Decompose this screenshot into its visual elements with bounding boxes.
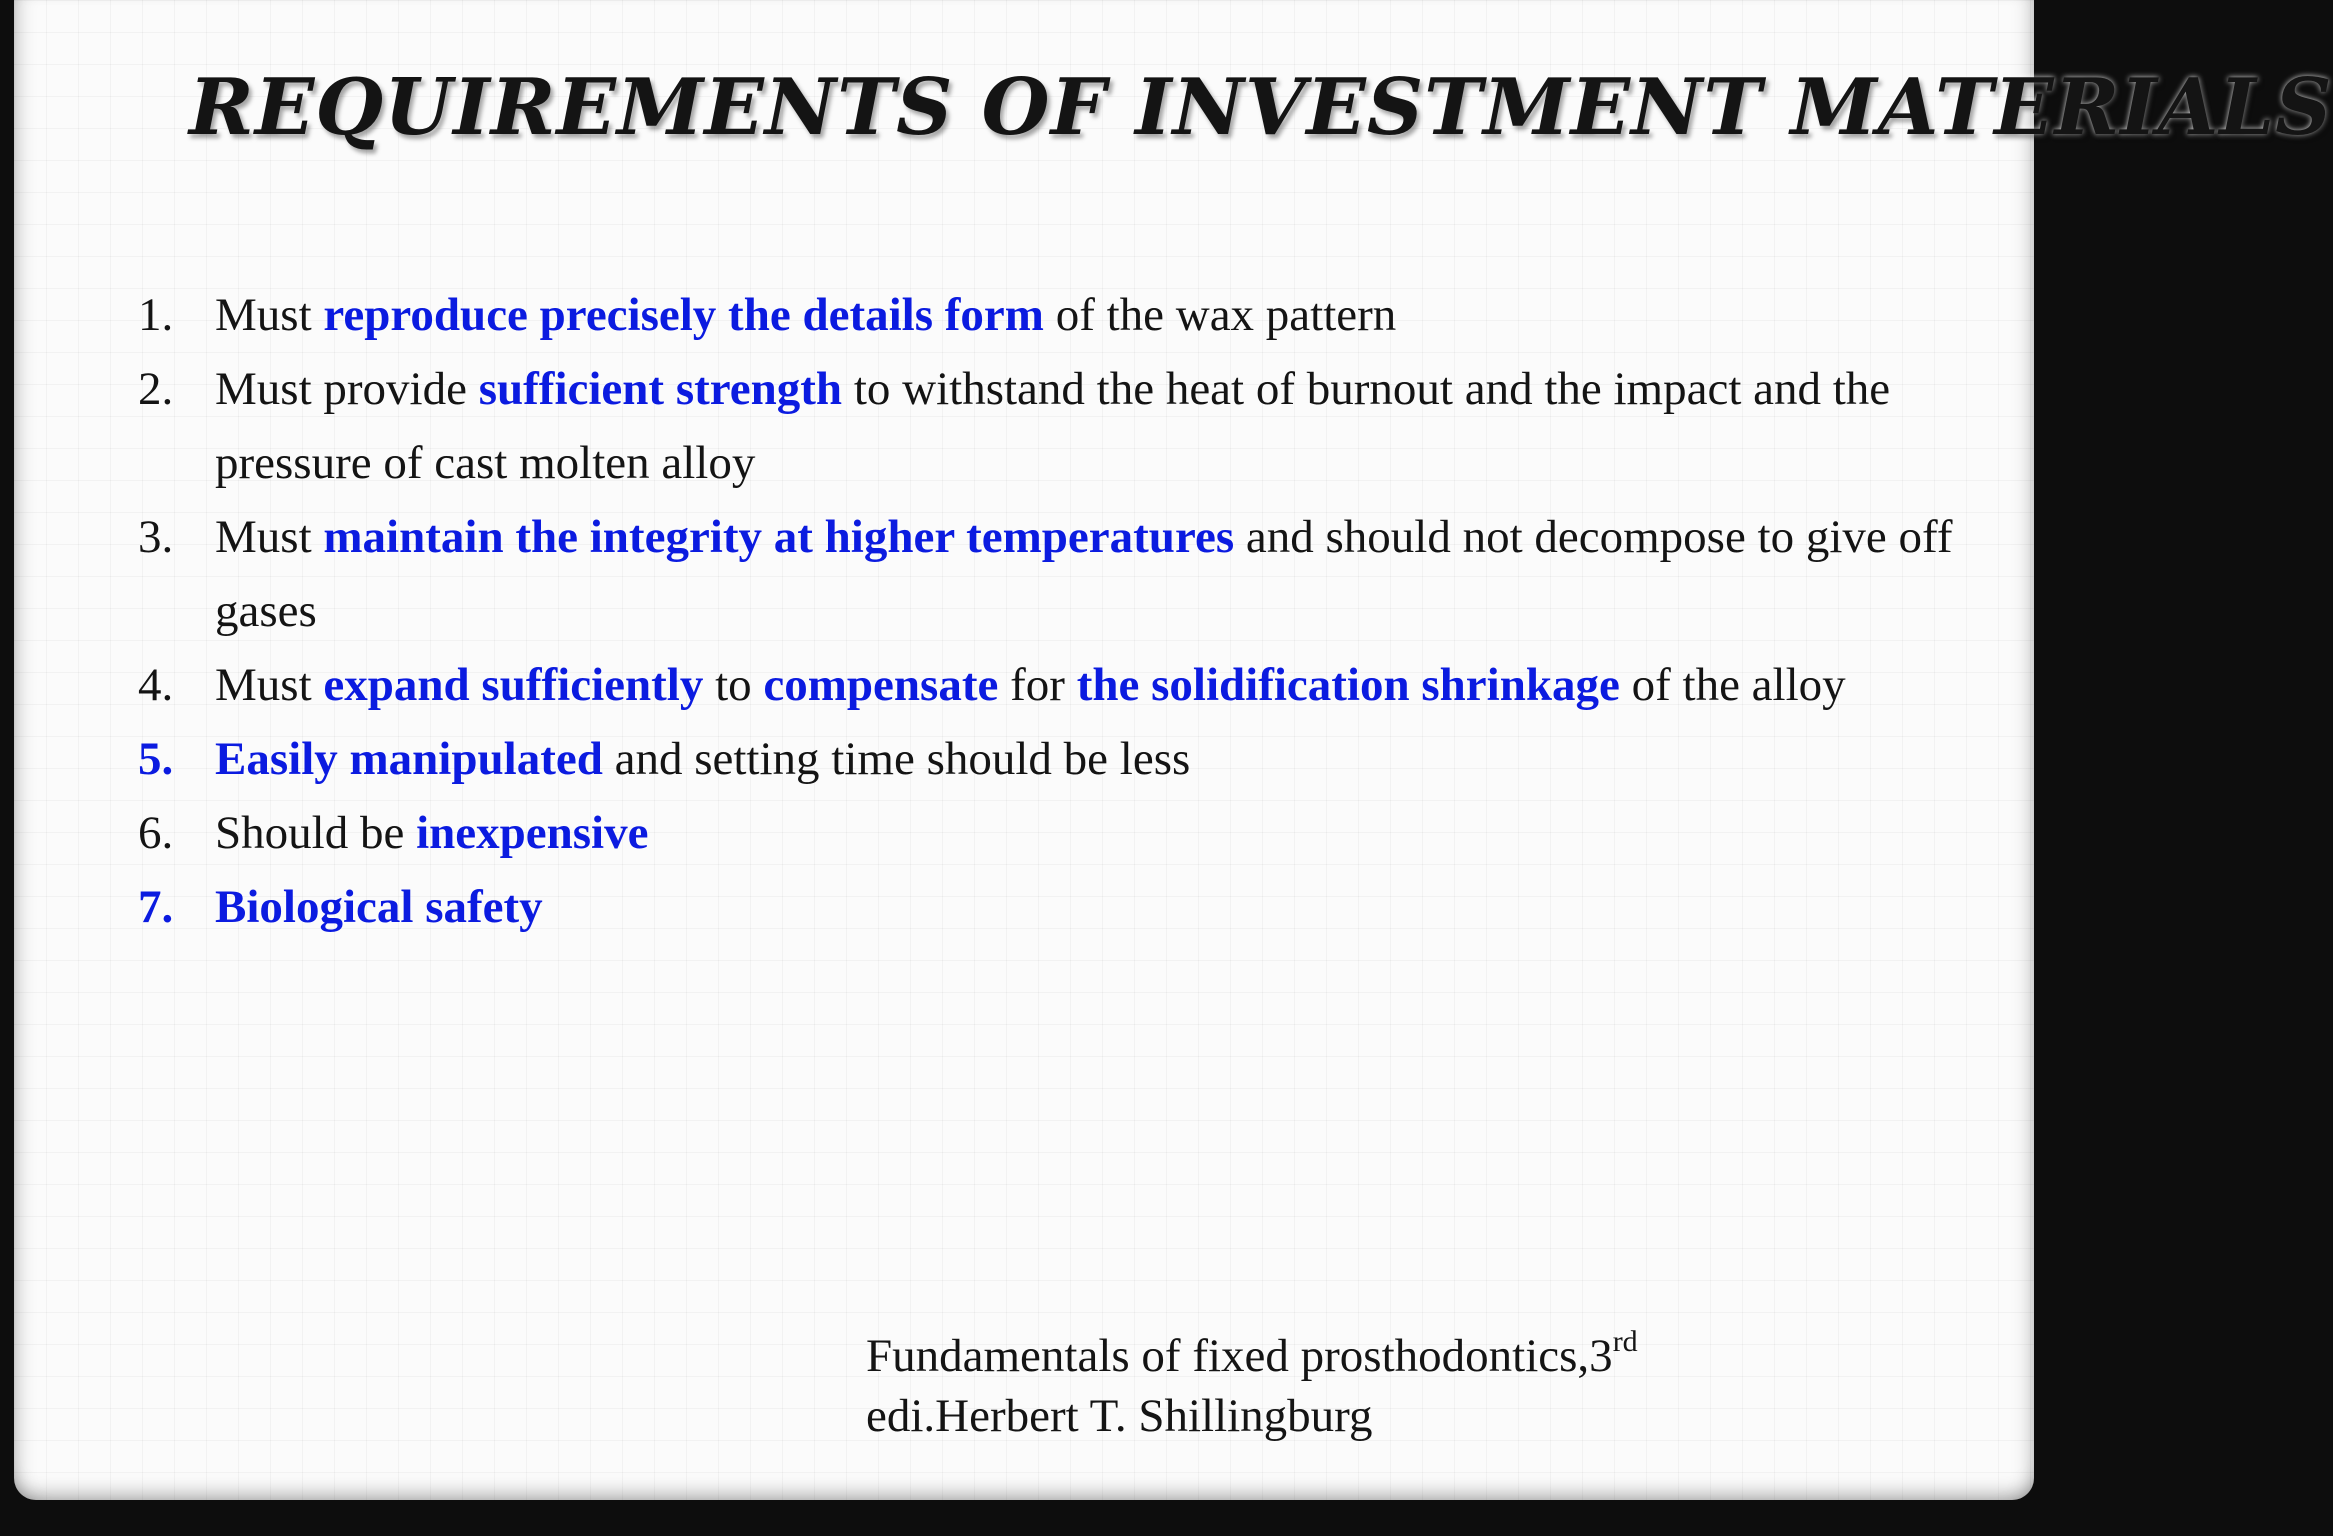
citation: [866, 1326, 1966, 1446]
citation-line-1: [866, 1326, 1966, 1386]
citation-line-1-text: Fundamentals of fixed prosthodontics,3: [866, 1330, 1613, 1382]
highlighted-phrase: maintain the integrity at higher temperatures: [323, 511, 1235, 563]
requirement-text: [215, 870, 1998, 944]
requirement-number: 7.: [138, 881, 174, 933]
requirement-number: 3.: [138, 511, 174, 563]
highlighted-phrase: reproduce precisely the details form: [323, 289, 1044, 341]
text-segment: Should be: [215, 807, 417, 859]
requirement-item: [138, 796, 1998, 870]
text-segment: and setting time should be less: [602, 733, 1191, 785]
highlighted-phrase: Biological safety: [215, 881, 543, 933]
text-segment: Must: [215, 289, 324, 341]
requirement-item: [138, 278, 1998, 352]
citation-superscript: rd: [1612, 1325, 1638, 1358]
requirements-list: [138, 278, 1998, 944]
text-segment: Must provide: [215, 363, 479, 415]
requirement-text: [215, 278, 1998, 352]
requirement-item: [138, 870, 1998, 944]
slide-title: REQUIREMENTS OF INVESTMENT MATERIALS: [189, 62, 2333, 153]
requirement-number: 5.: [138, 733, 174, 785]
text-segment: for: [998, 659, 1077, 711]
requirement-text: [215, 352, 1998, 500]
text-segment: to withstand the heat of burnout and the impact and the pressure of cast molten alloy: [215, 363, 1891, 489]
requirement-number: 6.: [138, 807, 174, 859]
text-segment: of the wax pattern: [1043, 289, 1397, 341]
highlighted-phrase: compensate: [763, 659, 999, 711]
requirement-text: [215, 796, 1998, 870]
requirement-item: [138, 500, 1998, 648]
slide: [14, 0, 2333, 1500]
requirement-text: [215, 648, 1998, 722]
highlighted-phrase: inexpensive: [416, 807, 649, 859]
citation-line-2: edi.Herbert T. Shillingburg: [866, 1390, 1373, 1442]
text-segment: and should not decompose to give off gases: [215, 511, 1953, 637]
requirement-number: 4.: [138, 659, 174, 711]
requirement-item: [138, 648, 1998, 722]
requirement-text: [215, 500, 1998, 648]
requirement-item: [138, 352, 1998, 500]
text-segment: of the alloy: [1619, 659, 1846, 711]
requirement-number: 2.: [138, 363, 174, 415]
text-segment: Must: [215, 659, 324, 711]
requirement-item: [138, 722, 1998, 796]
highlighted-phrase: expand sufficiently: [323, 659, 704, 711]
highlighted-phrase: the solidification shrinkage: [1076, 659, 1620, 711]
highlighted-phrase: Easily manipulated: [215, 733, 603, 785]
text-segment: Must: [215, 511, 324, 563]
requirement-number: 1.: [138, 289, 174, 341]
text-segment: to: [703, 659, 764, 711]
requirement-text: [215, 722, 1998, 796]
highlighted-phrase: sufficient strength: [478, 363, 843, 415]
